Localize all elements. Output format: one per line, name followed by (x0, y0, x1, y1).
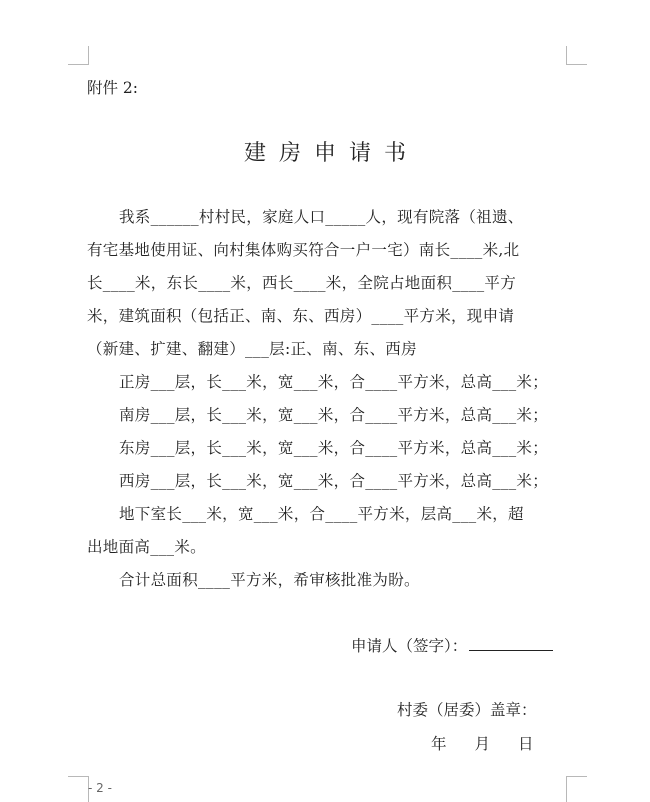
body-line: （新建、扩建、翻建）___层:正、南、东、西房 (87, 340, 417, 358)
signature-label: 申请人（签字）： (351, 637, 468, 655)
body-line: 东房___层，长___米，宽___米，合____平方米，总高___米； (119, 439, 549, 457)
body-line: 西房___层，长___米，宽___米，合____平方米，总高___米； (119, 472, 549, 490)
corner-mark-bottom-right (566, 776, 587, 802)
corner-mark-top-left (68, 46, 89, 65)
body-line: 米，建筑面积（包括正、南、东、西房）____平方米，现申请 (87, 307, 515, 325)
body-line: 有宅基地使用证、向村集体购买符合一户一宅）南长____米,北 (87, 241, 520, 259)
corner-mark-top-right (566, 46, 587, 65)
date-row (431, 732, 534, 754)
body-line: 正房___层，长___米，宽___米，合____平方米，总高___米； (119, 373, 549, 391)
signature-row (351, 634, 553, 656)
date-year: 年 (431, 735, 447, 753)
body-line: 我系______村村民，家庭人口_____人，现有院落（祖遗、 (119, 208, 524, 226)
signature-line (469, 636, 553, 651)
attachment-label: 附件 2: (87, 79, 139, 97)
document-title: 建房申请书 (243, 141, 419, 166)
corner-mark-bottom-left (68, 776, 89, 802)
date-month: 月 (474, 735, 491, 753)
body-line: 南房___层，长___米，宽___米，合____平方米，总高___米； (119, 406, 549, 424)
body-line: 地下室长___米，宽___米，合____平方米，层高___米，超 (119, 505, 524, 523)
page-number: - 2 - (88, 781, 112, 795)
date-day: 日 (518, 735, 534, 753)
body-line: 出地面高___米。 (87, 538, 206, 556)
body-line: 长____米，东长____米，西长____米，全院占地面积____平方 (87, 274, 517, 292)
stamp-label: 村委（居委）盖章： (397, 701, 537, 719)
body-line: 合计总面积____平方米，希审核批准为盼。 (119, 571, 420, 589)
